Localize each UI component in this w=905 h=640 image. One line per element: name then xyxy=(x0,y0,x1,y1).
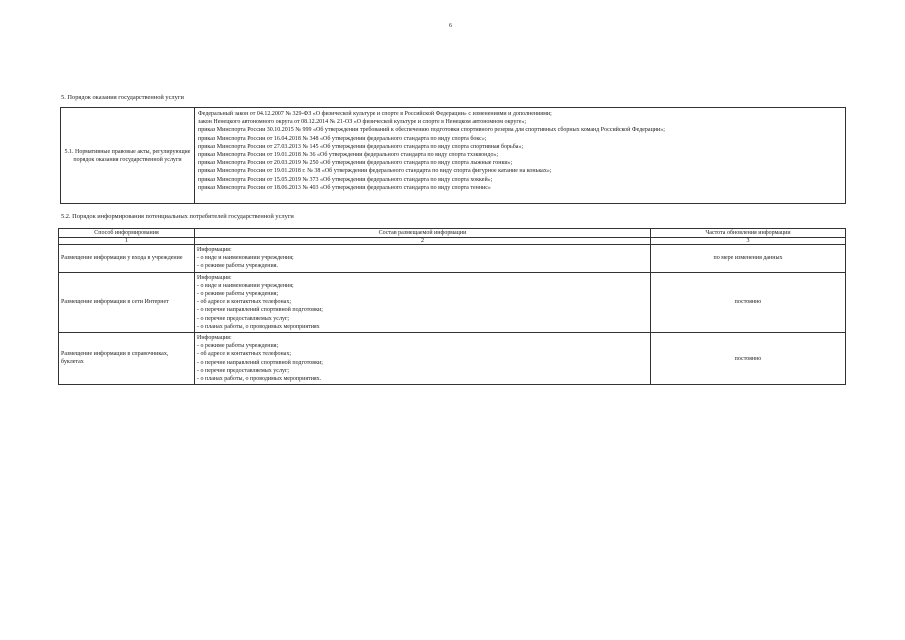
info-line: - о перечне предоставляемых услуг; xyxy=(197,367,290,374)
legal-act-item: приказ Минспорта России от 16.04.2018 № 348 «Об утверждении федерального стандарта по виду спорта бокс»; xyxy=(198,135,487,142)
info-cell xyxy=(195,333,651,385)
legal-acts-row xyxy=(61,108,846,204)
info-line: - о планах работы, о проводимых мероприятиях xyxy=(197,323,320,330)
column-number: 1 xyxy=(59,238,195,245)
info-line: - о перечне предоставляемых услуг; xyxy=(197,315,290,322)
legal-act-item: приказ Минспорта России от 27.03.2013 № 145 «Об утверждении федерального стандарта по виду спорта спортивная борьба»; xyxy=(198,143,524,150)
info-line: - о режиме работы учреждения. xyxy=(197,263,278,270)
method-cell: Размещение информации у входа в учреждение xyxy=(59,245,195,273)
info-line: - о режиме работы учреждения; xyxy=(197,343,279,350)
info-line: Информация: xyxy=(197,335,232,342)
section-5-title: 5. Порядок оказания государственной услуги xyxy=(61,94,184,101)
info-line: - о планах работы, о проводимых мероприятиях. xyxy=(197,376,322,383)
legal-act-item: приказ Минспорта России от 15.05.2019 № 373 «Об утверждении федерального стандарта по виду спорта хоккей»; xyxy=(198,176,493,183)
table-row xyxy=(59,333,846,385)
legal-acts-label: 5.1. Нормативные правовые акты, регулирующие порядок оказания государственной услуги xyxy=(61,108,195,204)
legal-acts-table xyxy=(60,107,846,204)
info-cell xyxy=(195,245,651,273)
column-number: 2 xyxy=(195,238,651,245)
info-line: - о режиме работы учреждения; xyxy=(197,291,279,298)
legal-act-item: Федеральный закон от 04.12.2007 № 329-ФЗ «О физической культуре и спорте в Российской Федерации» с изменениями и дополнениями; xyxy=(198,111,552,117)
info-line: - о перечне направлений спортивной подготовки; xyxy=(197,359,323,366)
frequency-cell: по мере изменения данных xyxy=(651,245,846,273)
informing-header-row xyxy=(59,229,846,238)
table-row xyxy=(59,245,846,273)
info-line: - об адресе и контактных телефонах; xyxy=(197,299,292,306)
info-cell xyxy=(195,272,651,332)
page-number: 6 xyxy=(449,23,452,29)
header-content: Состав размещаемой информации xyxy=(195,229,651,238)
table-row xyxy=(59,272,846,332)
frequency-cell: постоянно xyxy=(651,272,846,332)
method-cell: Размещение информации в справочниках, буклетах xyxy=(59,333,195,385)
method-cell: Размещение информации в сети Интернет xyxy=(59,272,195,332)
column-number: 3 xyxy=(651,238,846,245)
legal-act-item: приказ Минспорта России от 19.01.2018 г. № 38 «Об утверждении федерального стандарта по виду спорта фигурное катание на коньках»; xyxy=(198,168,552,175)
legal-act-item: приказ Минспорта России от 19.01.2018 № 36 «Об утверждении федерального стандарта по виду спорта тхэквондо»; xyxy=(198,152,499,159)
info-line: - о перечне направлений спортивной подготовки; xyxy=(197,307,323,314)
info-line: Информация: xyxy=(197,247,232,253)
legal-act-item: приказ Минспорта России от 20.03.2019 № 250 «Об утверждении федерального стандарта по виду спорта лыжные гонки»; xyxy=(198,160,513,167)
info-line: - о виде и наименовании учреждения; xyxy=(197,255,294,262)
header-frequency: Частота обновления информации xyxy=(651,229,846,238)
info-line: - о виде и наименовании учреждения; xyxy=(197,282,294,289)
informing-table xyxy=(58,228,846,385)
column-number-row xyxy=(59,238,846,245)
header-method: Способ информирования xyxy=(59,229,195,238)
legal-act-item: приказ Минспорта России 30.10.2015 № 999 «Об утверждении требований к обеспечению подготовки спортивного резерва для спортивных сборных команд Российской Федерации»; xyxy=(198,127,665,134)
info-line: - об адресе и контактных телефонах; xyxy=(197,351,292,358)
section-5-2-title: 5.2. Порядок информирования потенциальных потребителей государственной услуги xyxy=(61,213,294,220)
legal-acts-list xyxy=(195,108,846,204)
legal-act-item: приказ Минспорта России от 18.06.2013 № 403 «Об утверждении федерального стандарта по виду спорта теннис» xyxy=(198,184,491,191)
info-line: Информация: xyxy=(197,274,232,281)
legal-act-item: закон Ненецкого автономного округа от 08.12.2014 № 21-ОЗ «О физической культуре и спорте в Ненецком автономном округе»; xyxy=(198,119,527,126)
frequency-cell: постоянно xyxy=(651,333,846,385)
